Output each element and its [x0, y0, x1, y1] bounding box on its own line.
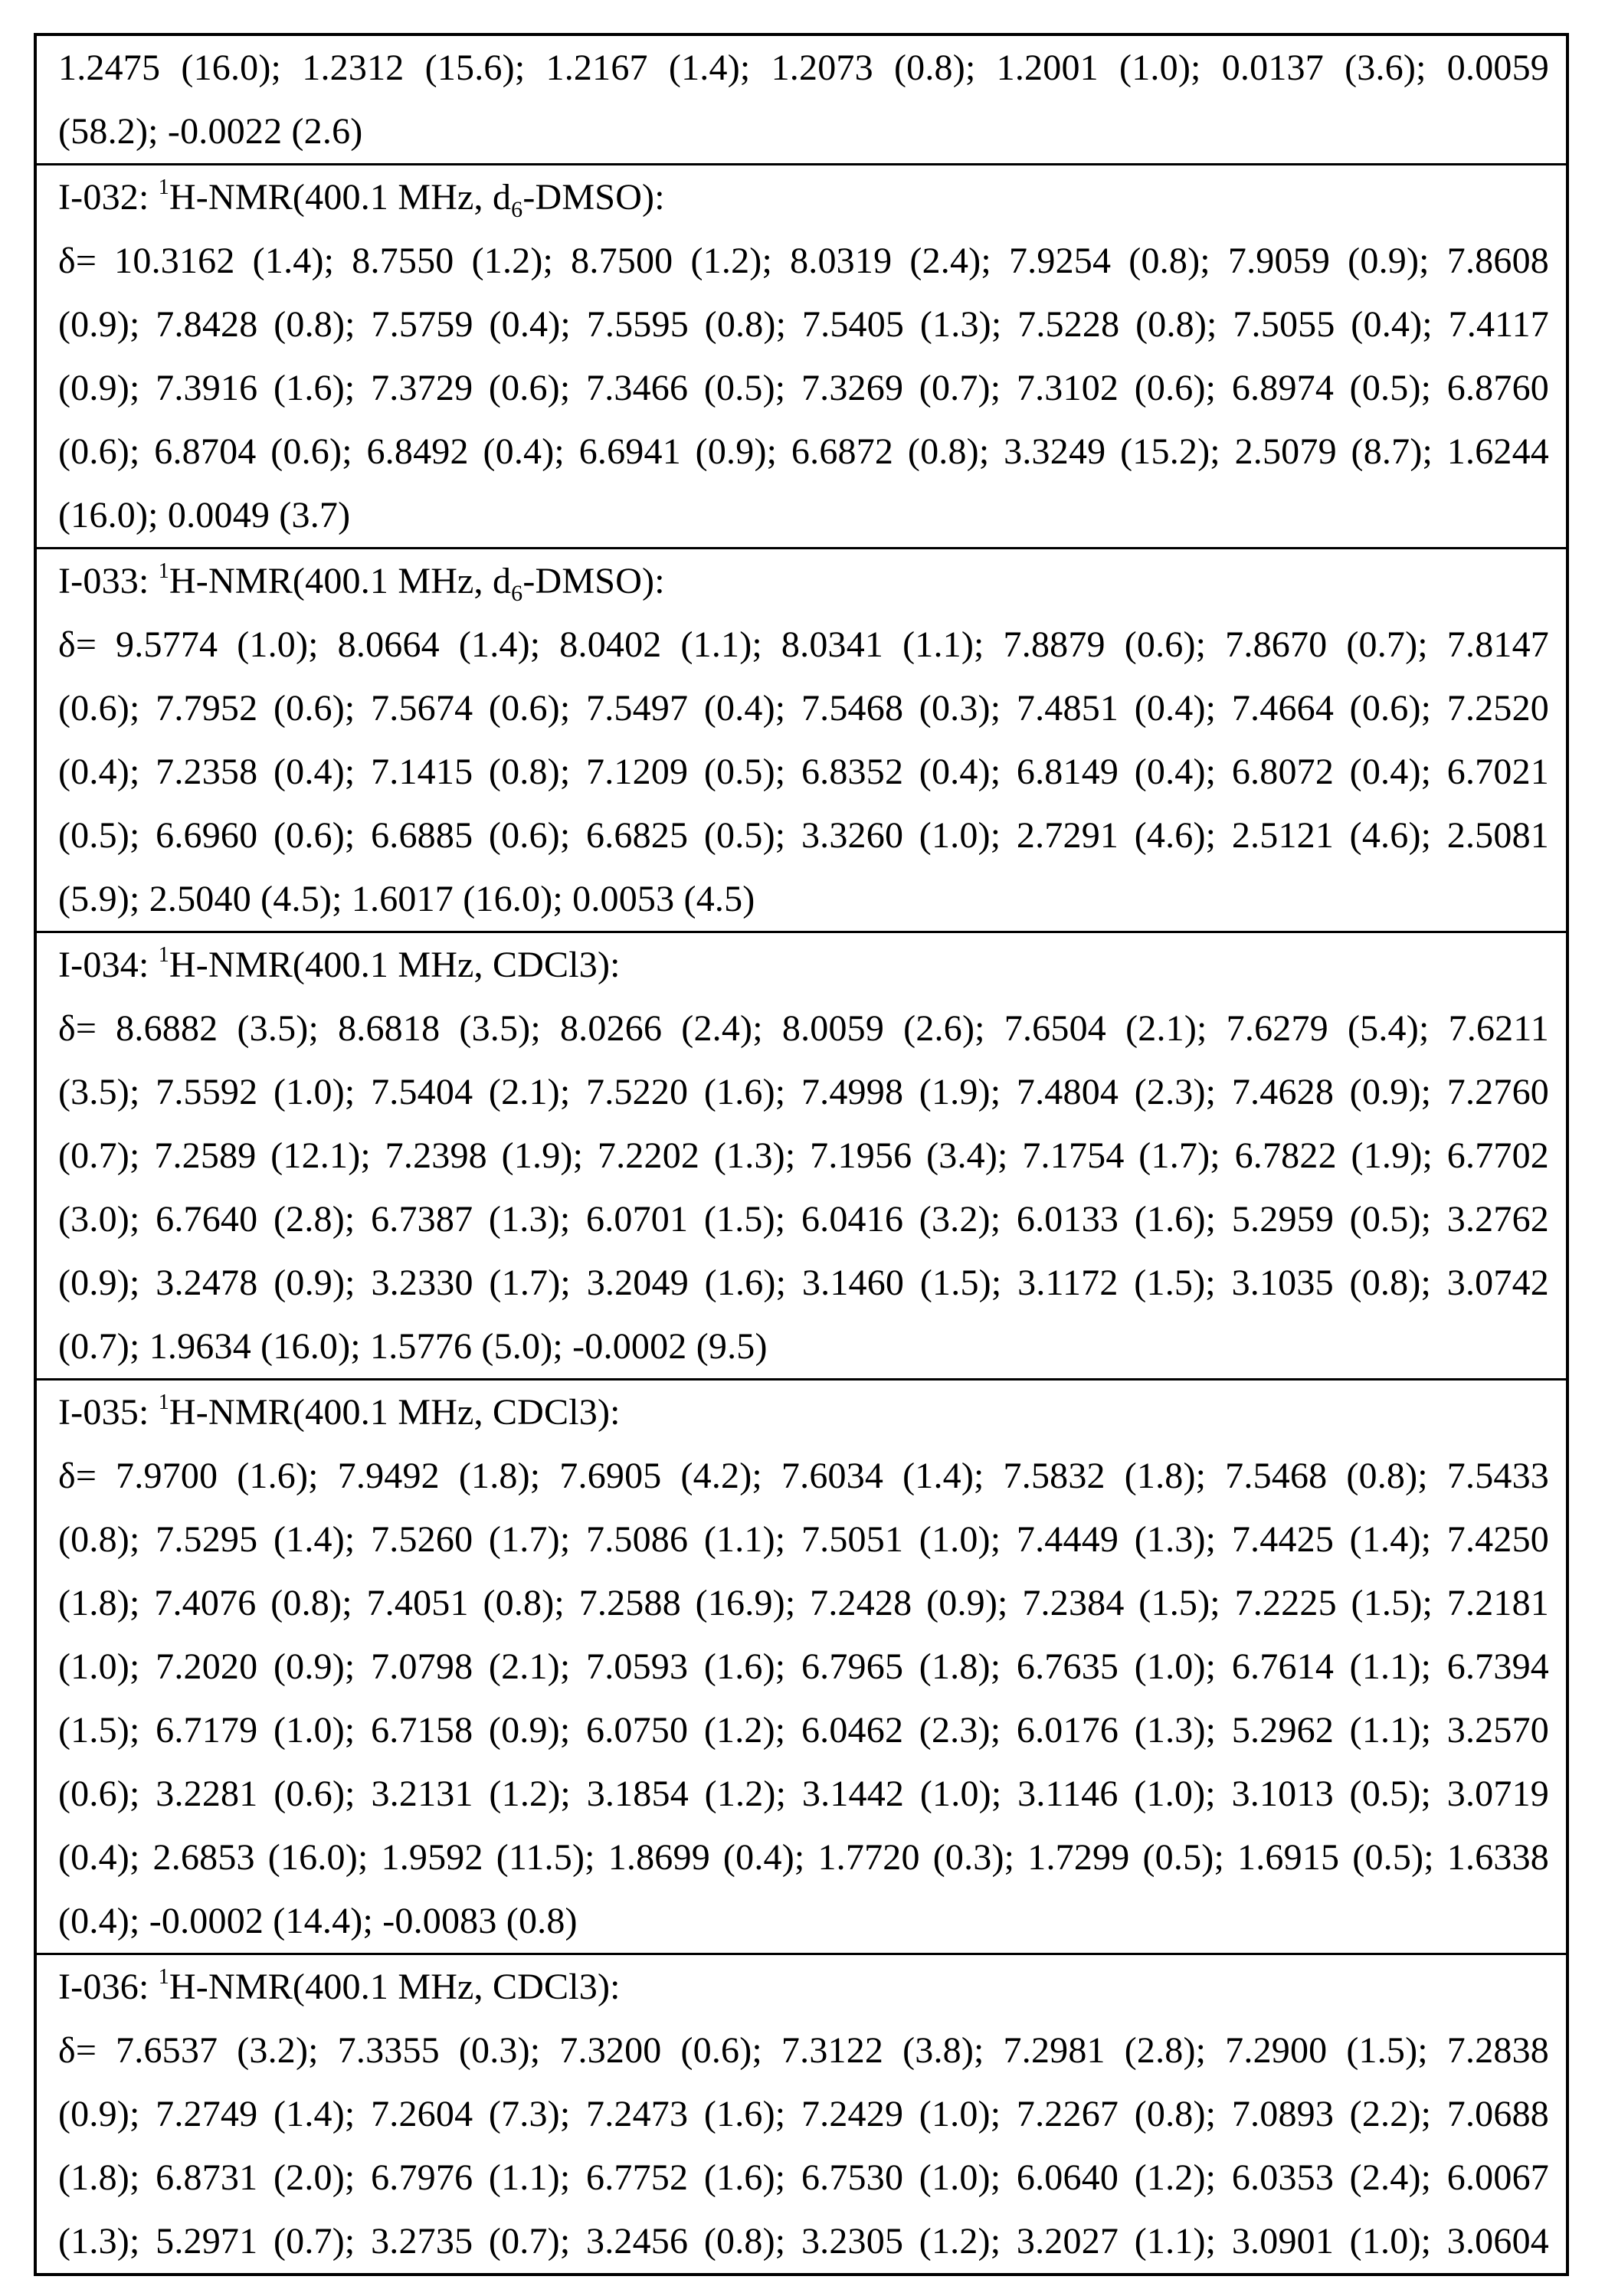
compound-id: I-035: — [58, 1392, 159, 1433]
nmr-shift-line: (0.7); 7.2589 (12.1); 7.2398 (1.9); 7.2202 (1.3); 7.1956 (3.4); 7.1754 (1.7); 6.7822 (1.9); 6.7702 — [58, 1135, 1549, 1176]
solvent-tail: -DMSO): — [522, 177, 665, 218]
nmr-shift-line: (0.6); 7.7952 (0.6); 7.5674 (0.6); 7.5497 (0.4); 7.5468 (0.3); 7.4851 (0.4); 7.4664 (0.6); 7.2520 — [58, 688, 1549, 729]
nmr-data-table — [34, 33, 1569, 2276]
proton-superscript: 1 — [158, 943, 169, 967]
nmr-shift-line: (1.0); 7.2020 (0.9); 7.0798 (2.1); 7.0593 (1.6); 6.7965 (1.8); 6.7635 (1.0); 6.7614 (1.1); 6.7394 — [58, 1646, 1549, 1687]
compound-header — [58, 1955, 1549, 2019]
nmr-shift-line: (0.6); 3.2281 (0.6); 3.2131 (1.2); 3.1854 (1.2); 3.1442 (1.0); 3.1146 (1.0); 3.1013 (0.5); 3.0719 — [58, 1774, 1549, 1814]
table-row-i036 — [37, 1953, 1566, 2273]
nmr-shift-line: (1.8); 7.4076 (0.8); 7.4051 (0.8); 7.2588 (16.9); 7.2428 (0.9); 7.2384 (1.5); 7.2225 (1.5); 7.2181 — [58, 1583, 1549, 1623]
nmr-shift-line: (0.4); 2.6853 (16.0); 1.9592 (11.5); 1.8699 (0.4); 1.7720 (0.3); 1.7299 (0.5); 1.6915 (0.5); 1.6338 — [58, 1837, 1549, 1878]
nmr-shift-line: δ= 7.6537 (3.2); 7.3355 (0.3); 7.3200 (0.6); 7.3122 (3.8); 7.2981 (2.8); 7.2900 (1.5); 7.2838 — [58, 2030, 1549, 2071]
nmr-shift-line: (0.7); 1.9634 (16.0); 1.5776 (5.0); -0.0002 (9.5) — [58, 1326, 768, 1367]
nmr-shift-line: (0.4); 7.2358 (0.4); 7.1415 (0.8); 7.1209 (0.5); 6.8352 (0.4); 6.8149 (0.4); 6.8072 (0.4); 6.7021 — [58, 752, 1549, 792]
nmr-shift-line: (3.5); 7.5592 (1.0); 7.5404 (2.1); 7.5220 (1.6); 7.4998 (1.9); 7.4804 (2.3); 7.4628 (0.9); 7.2760 — [58, 1072, 1549, 1112]
nmr-method: H-NMR(400.1 MHz, CDCl3): — [169, 1392, 621, 1433]
compound-id: I-033: — [58, 561, 159, 601]
solvent-tail: -DMSO): — [522, 561, 665, 601]
nmr-shift-line: (1.5); 6.7179 (1.0); 6.7158 (0.9); 6.0750 (1.2); 6.0462 (2.3); 6.0176 (1.3); 5.2962 (1.1); 3.2570 — [58, 1710, 1549, 1751]
nmr-shift-line: (0.9); 7.2749 (1.4); 7.2604 (7.3); 7.2473 (1.6); 7.2429 (1.0); 7.2267 (0.8); 7.0893 (2.2); 7.0688 — [58, 2094, 1549, 2134]
nmr-shift-line: (1.3); 5.2971 (0.7); 3.2735 (0.7); 3.2456 (0.8); 3.2305 (1.2); 3.2027 (1.1); 3.0901 (1.0); 3.0604 — [58, 2221, 1549, 2262]
table-row-i034 — [37, 931, 1566, 1378]
nmr-method: H-NMR(400.1 MHz, d — [169, 177, 512, 218]
nmr-shift-line: δ= 8.6882 (3.5); 8.6818 (3.5); 8.0266 (2.4); 8.0059 (2.6); 7.6504 (2.1); 7.6279 (5.4); 7.6211 — [58, 1008, 1549, 1049]
nmr-shift-line: (0.4); -0.0002 (14.4); -0.0083 (0.8) — [58, 1901, 578, 1941]
nmr-shift-line: δ= 7.9700 (1.6); 7.9492 (1.8); 7.6905 (4.2); 7.6034 (1.4); 7.5832 (1.8); 7.5468 (0.8); 7.5433 — [58, 1456, 1549, 1496]
nmr-method: H-NMR(400.1 MHz, d — [169, 561, 512, 601]
solvent-subscript: 6 — [511, 581, 523, 606]
proton-superscript: 1 — [158, 1390, 169, 1414]
nmr-shift-line: δ= 9.5774 (1.0); 8.0664 (1.4); 8.0402 (1.1); 8.0341 (1.1); 7.8879 (0.6); 7.8670 (0.7); 7.8147 — [58, 624, 1549, 665]
nmr-shift-line: (3.0); 6.7640 (2.8); 6.7387 (1.3); 6.0701 (1.5); 6.0416 (3.2); 6.0133 (1.6); 5.2959 (0.5); 3.2762 — [58, 1199, 1549, 1240]
table-row-continuation — [37, 36, 1566, 163]
table-row-i035 — [37, 1378, 1566, 1953]
compound-header — [58, 165, 1549, 229]
compound-header — [58, 549, 1549, 613]
nmr-shift-line: δ= 10.3162 (1.4); 8.7550 (1.2); 8.7500 (1.2); 8.0319 (2.4); 7.9254 (0.8); 7.9059 (0.9); 7.8608 — [58, 241, 1549, 281]
nmr-shift-line: (0.9); 3.2478 (0.9); 3.2330 (1.7); 3.2049 (1.6); 3.1460 (1.5); 3.1172 (1.5); 3.1035 (0.8); 3.0742 — [58, 1263, 1549, 1303]
nmr-shift-line: (0.6); 6.8704 (0.6); 6.8492 (0.4); 6.6941 (0.9); 6.6872 (0.8); 3.3249 (15.2); 2.5079 (8.7); 1.6244 — [58, 431, 1549, 472]
compound-id: I-032: — [58, 177, 159, 218]
table-row-i033 — [37, 547, 1566, 931]
proton-superscript: 1 — [158, 175, 169, 199]
compound-header — [58, 933, 1549, 997]
nmr-method: H-NMR(400.1 MHz, CDCl3): — [169, 945, 621, 985]
table-row-i032 — [37, 163, 1566, 547]
nmr-shift-line: (0.8); 7.5295 (1.4); 7.5260 (1.7); 7.5086 (1.1); 7.5051 (1.0); 7.4449 (1.3); 7.4425 (1.4); 7.4250 — [58, 1519, 1549, 1560]
nmr-method: H-NMR(400.1 MHz, CDCl3): — [169, 1967, 621, 2007]
nmr-shift-line: 1.2475 (16.0); 1.2312 (15.6); 1.2167 (1.4); 1.2073 (0.8); 1.2001 (1.0); 0.0137 (3.6); 0.0059 — [58, 47, 1549, 88]
proton-superscript: 1 — [158, 559, 169, 583]
compound-id: I-036: — [58, 1967, 159, 2007]
compound-header — [58, 1381, 1549, 1444]
nmr-shift-line: (58.2); -0.0022 (2.6) — [58, 111, 363, 152]
proton-superscript: 1 — [158, 1965, 169, 1989]
nmr-shift-line: (0.5); 6.6960 (0.6); 6.6885 (0.6); 6.6825 (0.5); 3.3260 (1.0); 2.7291 (4.6); 2.5121 (4.6); 2.5081 — [58, 815, 1549, 856]
nmr-shift-line: (16.0); 0.0049 (3.7) — [58, 495, 351, 536]
solvent-subscript: 6 — [511, 197, 523, 222]
nmr-shift-line: (1.8); 6.8731 (2.0); 6.7976 (1.1); 6.7752 (1.6); 6.7530 (1.0); 6.0640 (1.2); 6.0353 (2.4); 6.0067 — [58, 2157, 1549, 2198]
nmr-shift-line: (0.9); 7.8428 (0.8); 7.5759 (0.4); 7.5595 (0.8); 7.5405 (1.3); 7.5228 (0.8); 7.5055 (0.4); 7.4117 — [58, 304, 1549, 345]
nmr-shift-line: (5.9); 2.5040 (4.5); 1.6017 (16.0); 0.0053 (4.5) — [58, 879, 755, 919]
compound-id: I-034: — [58, 945, 159, 985]
nmr-shift-line: (0.9); 7.3916 (1.6); 7.3729 (0.6); 7.3466 (0.5); 7.3269 (0.7); 7.3102 (0.6); 6.8974 (0.5); 6.8760 — [58, 368, 1549, 408]
